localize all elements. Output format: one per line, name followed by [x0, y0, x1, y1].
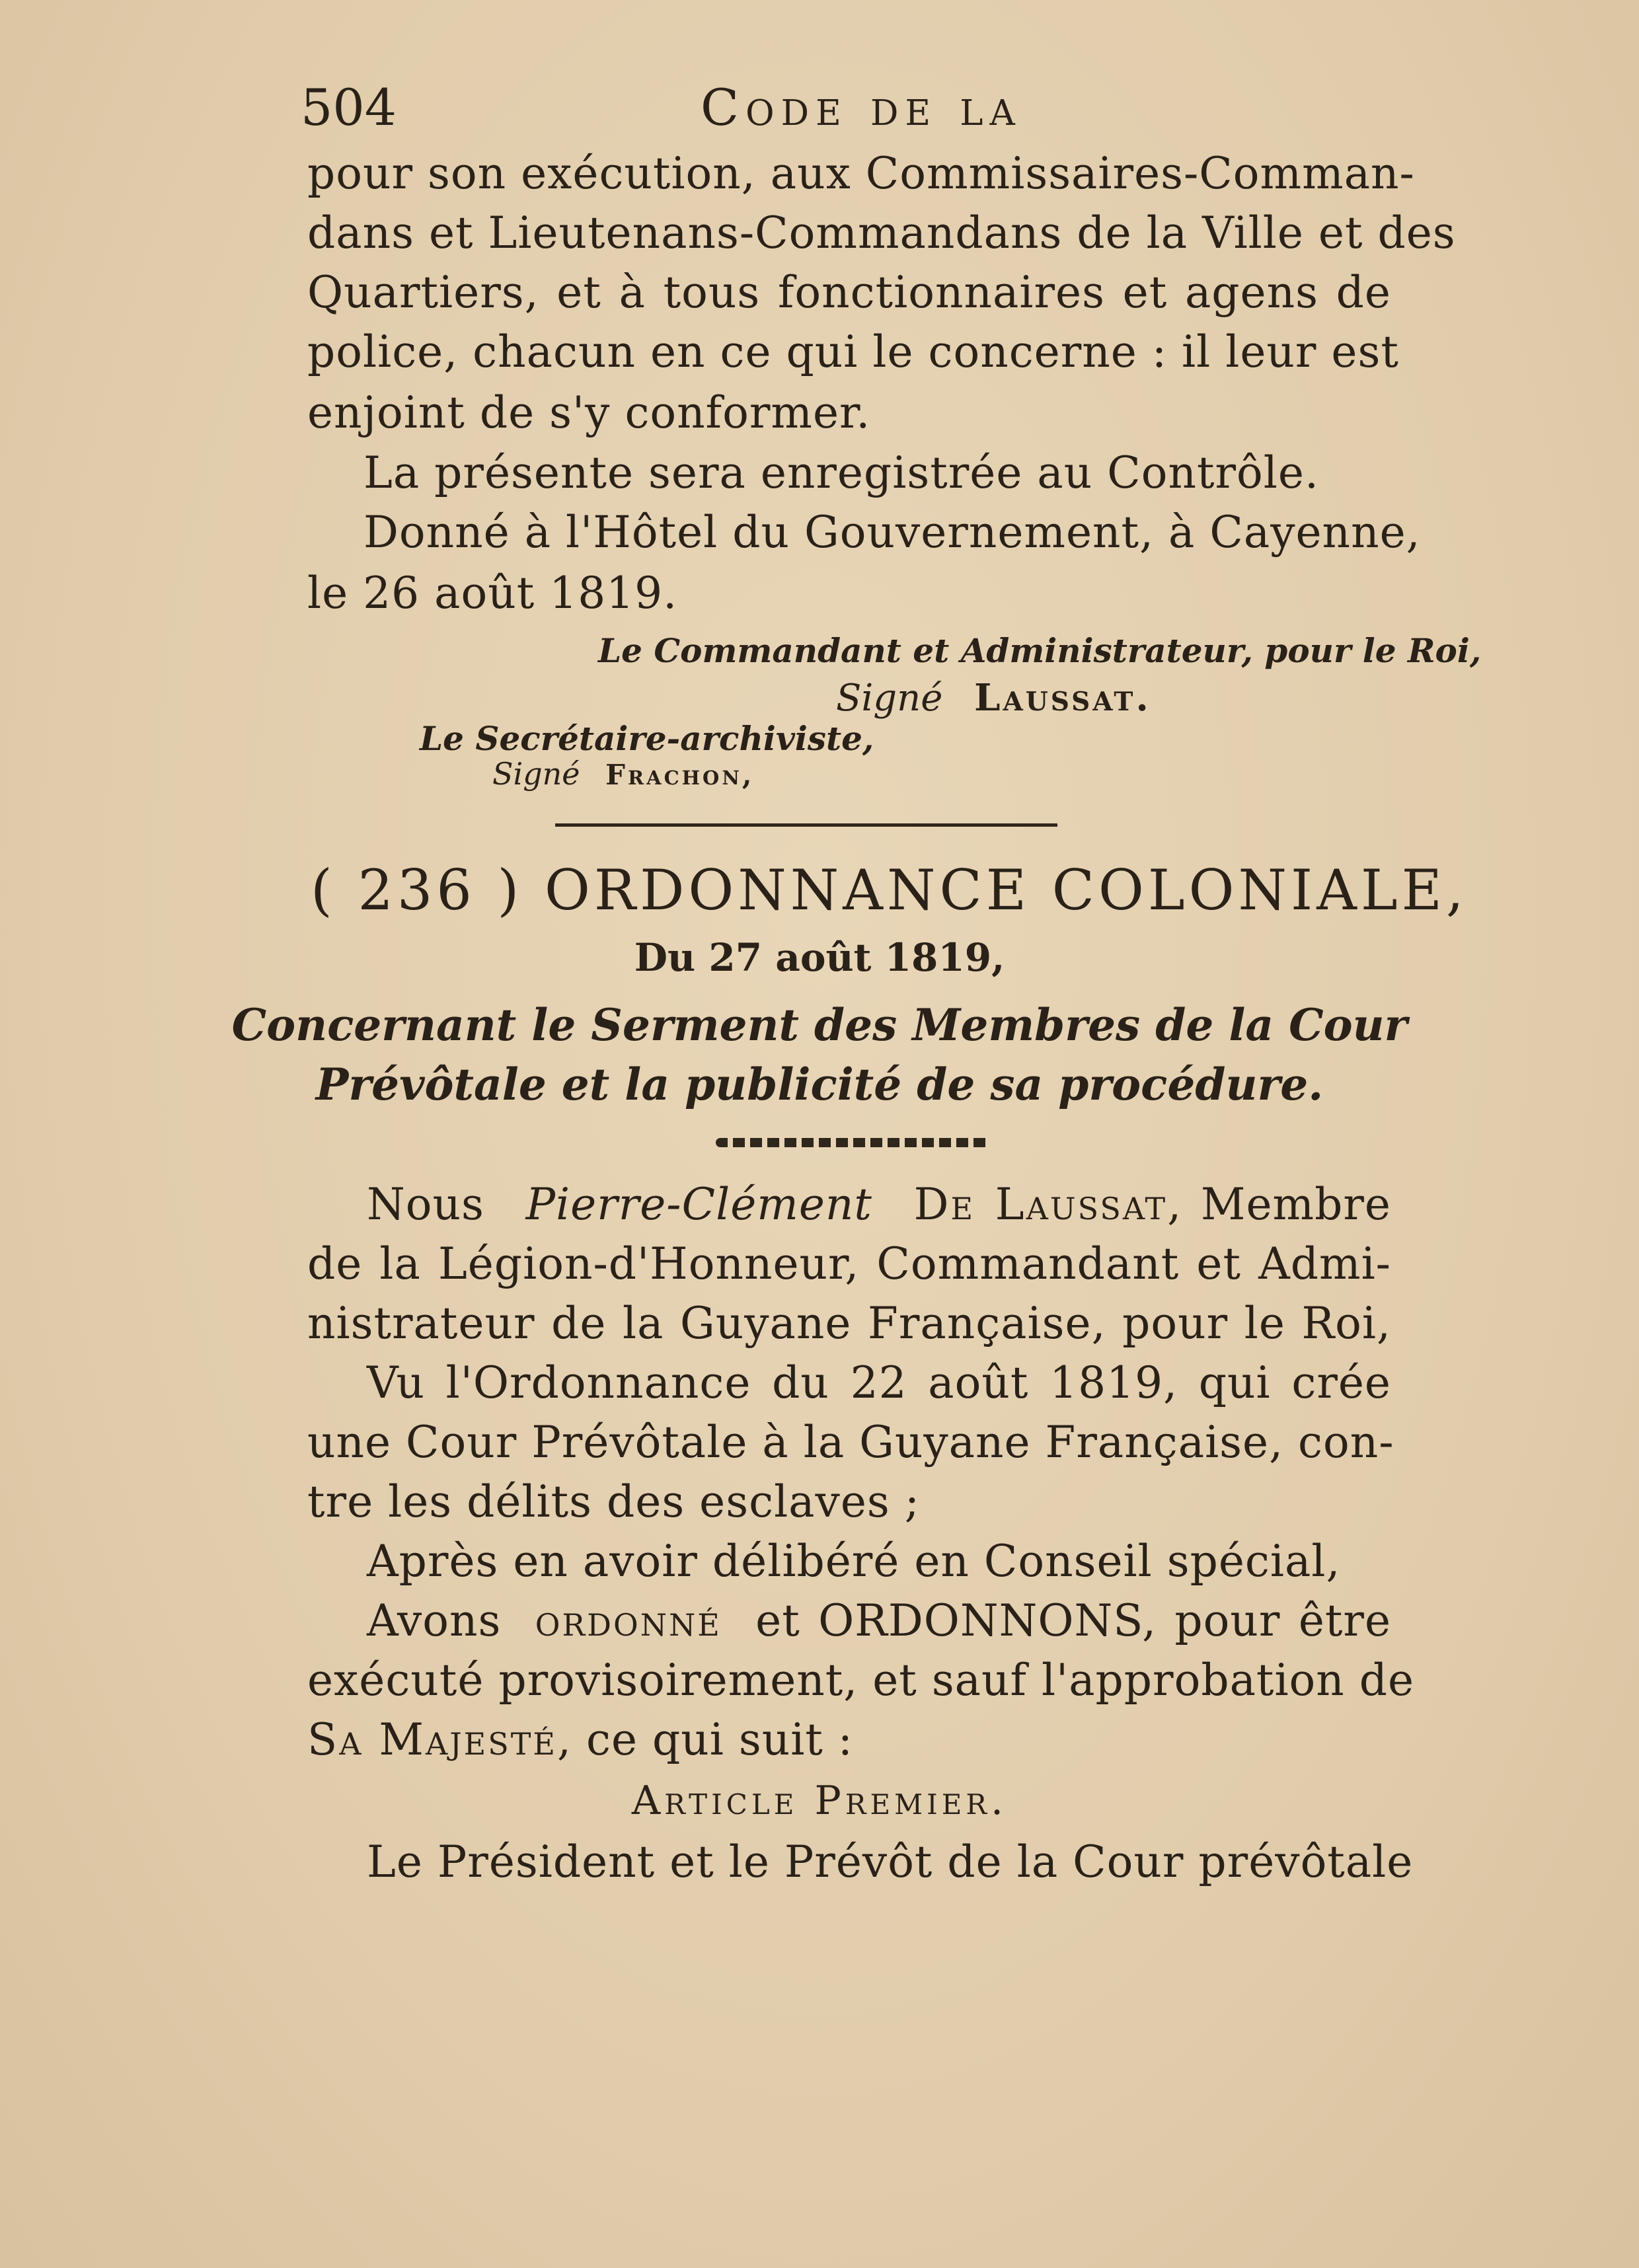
signed-label: Signé: [492, 756, 580, 792]
ce-qui-suit: , ce qui suit :: [557, 1714, 854, 1765]
preamble-line-3: nistrateur de la Guyane Française, pour le Roi,: [307, 1298, 1391, 1349]
ordonnance-title: ( 236 ) ORDONNANCE COLONIALE,: [311, 858, 1468, 923]
nous-word: Nous: [367, 1179, 484, 1230]
wavy-ornament: [716, 1138, 990, 1147]
vu-line-3: tre les délits des esclaves ;: [307, 1476, 920, 1527]
secretary-title: Le Secrétaire-archiviste,: [420, 719, 874, 758]
sa-majeste-line: [307, 1714, 854, 1765]
page-number: 504: [301, 78, 397, 137]
signed-label: Signé: [836, 677, 943, 720]
subject-line-2: Prévôtale et la publicité de sa procédure.: [315, 1059, 1324, 1110]
preamble-line-1-rest: , Membre: [1167, 1179, 1391, 1230]
subject-line-1: Concernant le Serment des Membres de la Cour: [231, 999, 1408, 1051]
continuation-line-4: police, chacun en ce qui le concerne : il leur est: [307, 326, 1399, 377]
registration-line: La présente sera enregistrée au Contrôle.: [363, 447, 1319, 498]
article-title: Article Premier.: [631, 1778, 1008, 1824]
secretary-name: Frachon,: [605, 759, 755, 791]
given-line-1: Donné à l'Hôtel du Gouvernement, à Cayenne,: [363, 507, 1421, 558]
continuation-line-5: enjoint de s'y conformer.: [307, 387, 871, 438]
avons-line: [367, 1595, 1392, 1646]
commandant-name: Laussat.: [974, 676, 1151, 720]
secretary-signature: [492, 756, 755, 792]
ordonnance-date: Du 27 août 1819,: [634, 935, 1005, 980]
preamble-line-2: de la Légion-d'Honneur, Commandant et Admi-: [307, 1238, 1391, 1289]
continuation-line-3: Quartiers, et à tous fonctionnaires et agens de: [307, 267, 1391, 318]
given-line-2: le 26 août 1819.: [307, 568, 678, 619]
continuation-line-1: pour son exécution, aux Commissaires-Comman-: [307, 148, 1415, 199]
vu-line-2: une Cour Prévôtale à la Guyane Française, con-: [307, 1417, 1394, 1468]
commandant-signature: [836, 676, 1151, 720]
ordonne-word: ordonné: [535, 1595, 722, 1646]
running-head-title: Code de la: [701, 78, 1022, 137]
author-surname: De Laussat: [913, 1179, 1168, 1230]
et-ordonnons-text: et ORDONNONS, pour être: [755, 1595, 1392, 1646]
article-first-line: Le Président et le Prévôt de la Cour prévôtale: [367, 1836, 1414, 1887]
avons-word: Avons: [367, 1595, 502, 1646]
preamble-line-1: [367, 1179, 1391, 1230]
vu-line-1: Vu l'Ordonnance du 22 août 1819, qui crée: [367, 1357, 1391, 1408]
execute-line: exécuté provisoirement, et sauf l'approbation de: [307, 1655, 1415, 1706]
sa-majeste: Sa Majesté: [307, 1714, 558, 1765]
section-divider: [555, 823, 1057, 827]
commandant-title: Le Commandant et Administrateur, pour le Roi,: [598, 631, 1482, 670]
continuation-line-2: dans et Lieutenans-Commandans de la Ville et des: [307, 208, 1456, 258]
author-name: Pierre-Clément: [525, 1179, 872, 1230]
apres-line: Après en avoir délibéré en Conseil spécial,: [367, 1536, 1341, 1587]
